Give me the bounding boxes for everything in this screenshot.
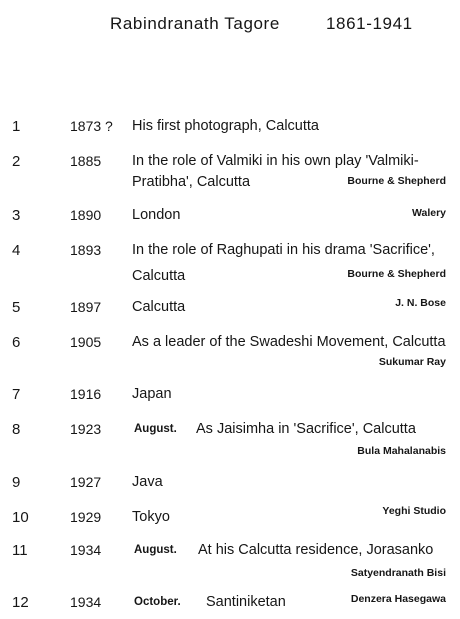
item-month: August. [134, 423, 177, 435]
item-year: 1893 [70, 242, 102, 258]
item-year: 1934 [70, 542, 102, 558]
photographer-credit: Yeghi Studio [382, 505, 446, 517]
item-description: Java [132, 474, 163, 490]
item-number: 1 [12, 118, 21, 135]
item-number: 12 [12, 594, 29, 611]
item-month: August. [134, 544, 177, 556]
item-description-continued: Calcutta [132, 268, 186, 284]
item-description: Calcutta [132, 299, 186, 315]
item-description: Tokyo [132, 509, 170, 525]
item-number: 4 [12, 242, 21, 259]
item-number: 5 [12, 299, 21, 316]
subject-name: Rabindranath Tagore [110, 14, 280, 33]
item-description-continued: Pratibha', Calcutta [132, 174, 251, 190]
photographer-credit: Walery [411, 207, 446, 219]
photographer-credit: J. N. Bose [395, 297, 446, 309]
item-year: 1923 [70, 421, 102, 437]
item-year: 1927 [70, 474, 102, 490]
photographer-credit: Sukumar Ray [378, 356, 446, 368]
photographer-credit: Denzera Hasegawa [350, 593, 446, 605]
life-years: 1861-1941 [326, 14, 413, 33]
item-year: 1897 [70, 299, 102, 315]
item-description: As Jaisimha in 'Sacrifice', Calcutta [196, 421, 416, 437]
item-description: In the role of Valmiki in his own play 'Valmiki- [132, 153, 419, 169]
photographer-credit: Bula Mahalanabis [357, 445, 446, 457]
item-description: His first photograph, Calcutta [132, 118, 319, 134]
item-description: In the role of Raghupati in his drama 'Sacrifice', [132, 242, 435, 258]
item-number: 8 [12, 421, 21, 438]
item-description: Japan [132, 386, 172, 402]
item-year: 1885 [70, 153, 102, 169]
item-number: 10 [12, 509, 29, 526]
item-year: 1890 [70, 207, 102, 223]
photographer-credit: Bourne & Shepherd [347, 175, 446, 187]
item-year: 1934 [70, 594, 102, 610]
item-month: October. [134, 596, 181, 608]
item-description: At his Calcutta residence, Jorasanko [198, 542, 434, 558]
item-description: Santiniketan [206, 594, 286, 610]
item-number: 9 [12, 474, 21, 491]
item-year: 1916 [70, 386, 102, 402]
photographer-credit: Bourne & Shepherd [347, 268, 446, 280]
item-year: 1873 ? [70, 118, 113, 134]
item-description: London [132, 207, 181, 223]
item-number: 7 [12, 386, 21, 403]
item-year: 1929 [70, 509, 102, 525]
item-number: 6 [12, 334, 21, 351]
item-description: As a leader of the Swadeshi Movement, Calcutta [132, 334, 446, 350]
item-number: 2 [12, 153, 21, 170]
item-year: 1905 [70, 334, 102, 350]
item-number: 11 [12, 542, 28, 559]
photographer-credit: Satyendranath Bisi [350, 567, 446, 579]
item-number: 3 [12, 207, 21, 224]
